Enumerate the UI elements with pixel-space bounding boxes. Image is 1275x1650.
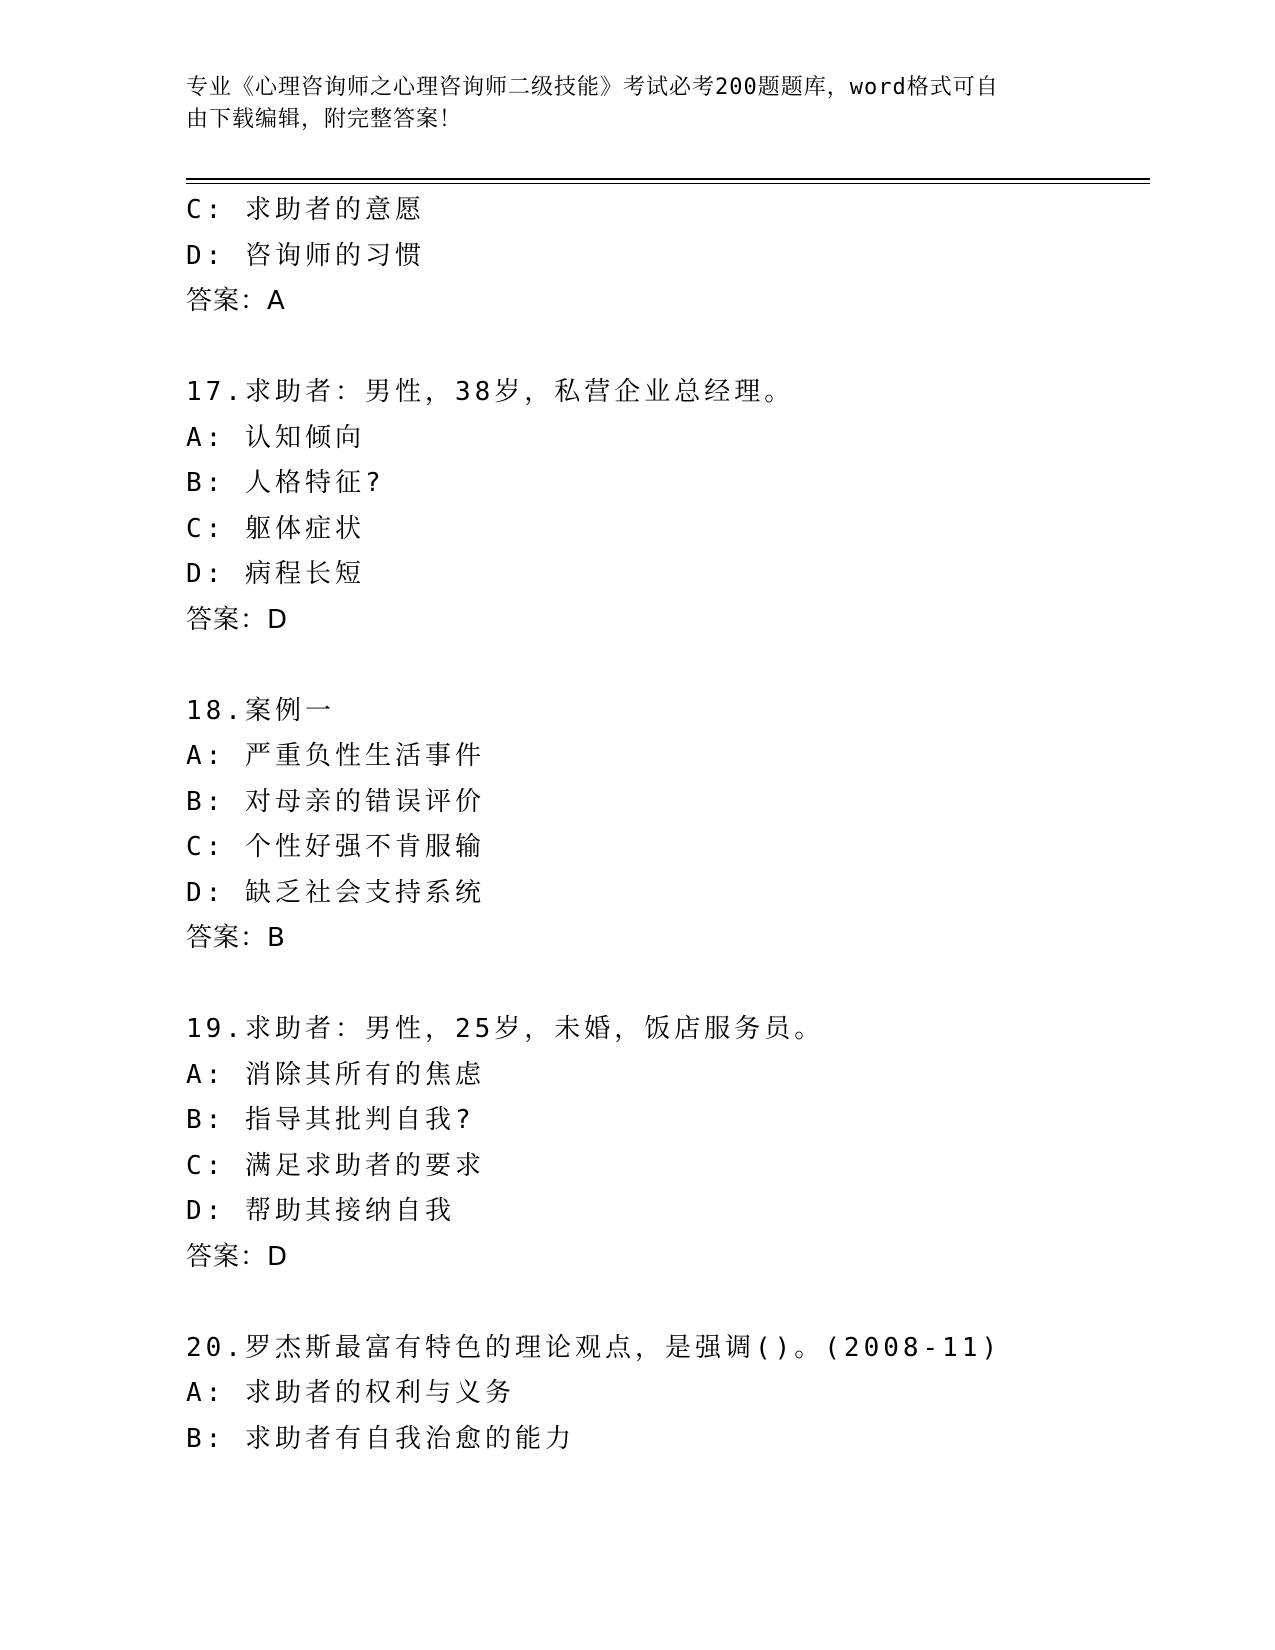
- option-a: A: 求助者的权利与义务: [186, 1378, 515, 1408]
- answer-line: 答案：B: [186, 923, 286, 953]
- answer-line: 答案：A: [186, 286, 286, 316]
- question-17: [186, 370, 1150, 643]
- option-b: B: 对母亲的错误评价: [186, 786, 485, 817]
- answer-line: 答案：D: [186, 1241, 289, 1272]
- option-c: C: 躯体症状: [186, 513, 365, 544]
- option-d: D: 咨询师的习惯: [186, 240, 425, 271]
- header-line-1: 专业《心理咨询师之心理咨询师二级技能》考试必考200题题库，word格式可自: [186, 75, 999, 100]
- question-stem: 18.案例一: [186, 695, 335, 726]
- option-b: B: 求助者有自我治愈的能力: [186, 1423, 575, 1454]
- option-a: A: 严重负性生活事件: [186, 741, 485, 771]
- option-d: D: 帮助其接纳自我: [186, 1196, 455, 1226]
- question-stem: 20.罗杰斯最富有特色的理论观点，是强调()。(2008-11): [186, 1332, 1002, 1363]
- answer-line: 答案：D: [186, 604, 289, 635]
- header-line-2: 由下载编辑，附完整答案！: [186, 107, 463, 132]
- option-a: A: 消除其所有的焦虑: [186, 1059, 485, 1090]
- spacer: [186, 643, 1150, 689]
- option-c: C: 求助者的意愿: [186, 195, 425, 225]
- option-b: B: 人格特征?: [186, 468, 385, 498]
- option-c: C: 满足求助者的要求: [186, 1150, 485, 1181]
- header-rule-thin: [186, 183, 1150, 184]
- continued-question: [186, 188, 1150, 325]
- question-19: [186, 1007, 1150, 1280]
- document-header: [186, 72, 1066, 136]
- question-18: [186, 689, 1150, 962]
- question-stem: 17.求助者：男性，38岁，私营企业总经理。: [186, 377, 795, 407]
- option-b: B: 指导其批判自我?: [186, 1105, 475, 1135]
- question-stem: 19.求助者：男性，25岁，未婚，饭店服务员。: [186, 1014, 825, 1044]
- question-list: [186, 188, 1150, 1462]
- question-20: [186, 1326, 1150, 1463]
- option-d: D: 病程长短: [186, 559, 365, 589]
- spacer: [186, 1280, 1150, 1326]
- spacer: [186, 962, 1150, 1008]
- spacer: [186, 325, 1150, 371]
- option-d: D: 缺乏社会支持系统: [186, 877, 485, 908]
- option-a: A: 认知倾向: [186, 422, 365, 453]
- header-rule-thick: [186, 178, 1150, 180]
- option-c: C: 个性好强不肯服输: [186, 832, 485, 862]
